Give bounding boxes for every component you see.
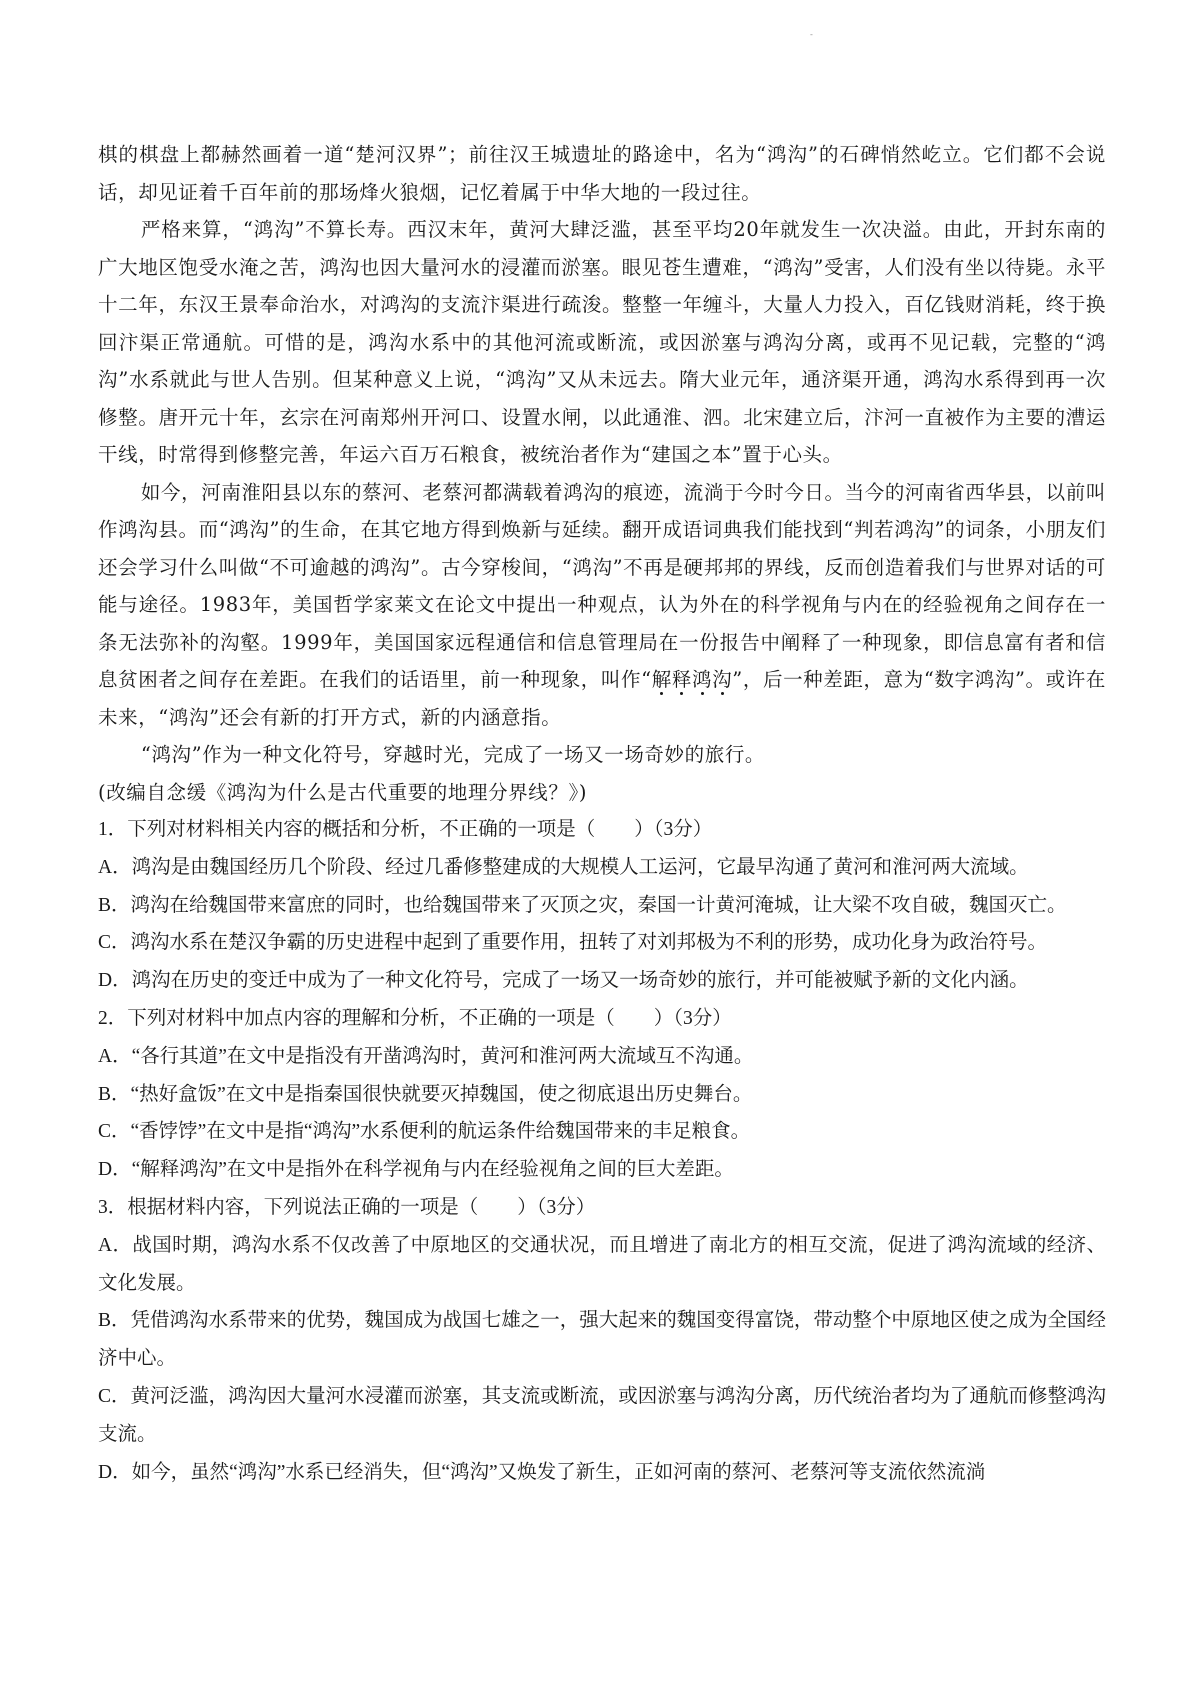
- question-1: [98, 811, 1106, 1000]
- question-2: [98, 1000, 1106, 1189]
- question-1-option-d: D．鸿沟在历史的变迁中成为了一种文化符号，完成了一场又一场奇妙的旅行，并可能被赋予新的文化内涵。: [98, 970, 1029, 992]
- question-3-stem: 3．根据材料内容，下列说法正确的一项是（ ）（3分）: [98, 1196, 596, 1218]
- question-3: [98, 1189, 1106, 1491]
- question-1-option-a: A．鸿沟是由魏国经历几个阶段、经过几番修整建成的大规模人工运河，它最早沟通了黄河和淮河两大流域。: [98, 856, 1029, 878]
- dotted-phrase-jieshi-honggou: [652, 668, 733, 691]
- question-3-option-c: C．黄河泛滥，鸿沟因大量河水浸灌而淤塞，其支流或断流，或因淤塞与鸿沟分离，历代统治者均为了通航而修整鸿沟支流。: [98, 1385, 1106, 1445]
- question-list: [98, 811, 1106, 1491]
- dotted-char-1: 解: [651, 668, 672, 691]
- passage-paragraph-3-text-after: ”，后一种差距，意为“数字鸿沟”。或许在未来，“鸿沟”还会有新的打开方式，新的内涵意指。: [98, 668, 1106, 729]
- passage-source: (改编自念缓《鸿沟为什么是古代重要的地理分界线？》): [98, 780, 588, 804]
- passage-paragraph-2: 严格来算，“鸿沟”不算长寿。西汉末年，黄河大肆泛滥，甚至平均20年就发生一次决溢。由此，开封东南的广大地区饱受水淹之苦，鸿沟也因大量河水的浸灌而淤塞。眼见苍生遭难，“鸿沟”受害，人们没有坐以待毙。永平十二年，东汉王景奉命治水，对鸿沟的支流汴渠进行疏浚。整整一年缠斗，大量人力投入，百亿钱财消耗，终于换回汴渠正常通航。可惜的是，鸿沟水系中的其他河流或断流，或因淤塞与鸿沟分离，或再不见记载，完整的“鸿沟”水系就此与世人告别。但某种意义上说，“鸿沟”又从未远去。隋大业元年，通济渠开通，鸿沟水系得到再一次修整。唐开元十年，玄宗在河南郑州开河口、设置水闸，以此通淮、泗。北宋建立后，汴河一直被作为主要的漕运干线，时常得到修整完善，年运六百万石粮食，被统治者作为“建国之本”置于心头。: [98, 218, 1106, 466]
- question-2-option-a: A．“各行其道”在文中是指没有开凿鸿沟时，黄河和淮河两大流域互不沟通。: [98, 1045, 754, 1067]
- question-3-option-a: A．战国时期，鸿沟水系不仅改善了中原地区的交通状况，而且增进了南北方的相互交流，促进了鸿沟流域的经济、文化发展。: [98, 1234, 1106, 1294]
- passage-paragraph-3-text-before: 如今，河南淮阳县以东的蔡河、老蔡河都满载着鸿沟的痕迹，流淌于今时今日。当今的河南省西华县，以前叫作鸿沟县。而“鸿沟”的生命，在其它地方得到焕新与延续。翻开成语词典我们能找到“判若鸿沟”的词条，小朋友们还会学习什么叫做“不可逾越的鸿沟”。古今穿梭间，“鸿沟”不再是硬邦邦的界线，反而创造着我们与世界对话的可能与途径。1983年，美国哲学家莱文在论文中提出一种观点，认为外在的科学视角与内在的经验视角之间存在一条无法弥补的沟壑。1999年，美国国家远程通信和信息管理局在一份报告中阐释了一种现象，即信息富有者和信息贫困者之间存在差距。在我们的话语里，前一种现象，叫作“: [98, 480, 1106, 691]
- page-corner-mark: -: [810, 30, 813, 39]
- dotted-char-2: 释: [671, 668, 692, 691]
- passage-paragraph-1: 棋的棋盘上都赫然画着一道“楚河汉界”；前往汉王城遗址的路途中，名为“鸿沟”的石碑悄然屹立。它们都不会说话，却见证着千百年前的那场烽火狼烟，记忆着属于中华大地的一段过往。: [98, 143, 1106, 204]
- reading-passage: [98, 136, 1106, 811]
- question-1-option-c: C．鸿沟水系在楚汉争霸的历史进程中起到了重要作用，扭转了对刘邦极为不利的形势，成功化身为政治符号。: [98, 932, 1048, 954]
- question-3-option-d: D．如今，虽然“鸿沟”水系已经消失，但“鸿沟”又焕发了新生，正如河南的蔡河、老蔡河等支流依然流淌: [98, 1461, 986, 1483]
- question-2-option-b: B．“热好盒饭”在文中是指秦国很快就要灭掉魏国，使之彻底退出历史舞台。: [98, 1083, 753, 1105]
- passage-paragraph-4: “鸿沟”作为一种文化符号，穿越时光，完成了一场又一场奇妙的旅行。: [140, 743, 766, 766]
- question-2-stem: 2．下列对材料中加点内容的理解和分析，不正确的一项是（ ）（3分）: [98, 1007, 732, 1029]
- question-2-option-c: C．“香饽饽”在文中是指“鸿沟”水系便利的航运条件给魏国带来的丰足粮食。: [98, 1121, 751, 1143]
- question-2-option-d: D．“解释鸿沟”在文中是指外在科学视角与内在经验视角之间的巨大差距。: [98, 1159, 734, 1181]
- question-1-stem: 1．下列对材料相关内容的概括和分析，不正确的一项是（ ）（3分）: [98, 819, 713, 840]
- dotted-char-3: 鸿: [692, 668, 713, 691]
- passage-paragraph-3: [98, 474, 1106, 737]
- document-page: [98, 136, 1106, 1491]
- dotted-char-4: 沟: [712, 668, 733, 691]
- question-1-option-b: B．鸿沟在给魏国带来富庶的同时，也给魏国带来了灭顶之灾，秦国一计黄河淹城，让大梁不攻自破，魏国灭亡。: [98, 894, 1067, 916]
- question-3-option-b: B．凭借鸿沟水系带来的优势，魏国成为战国七雄之一，强大起来的魏国变得富饶，带动整个中原地区使之成为全国经济中心。: [98, 1310, 1106, 1370]
